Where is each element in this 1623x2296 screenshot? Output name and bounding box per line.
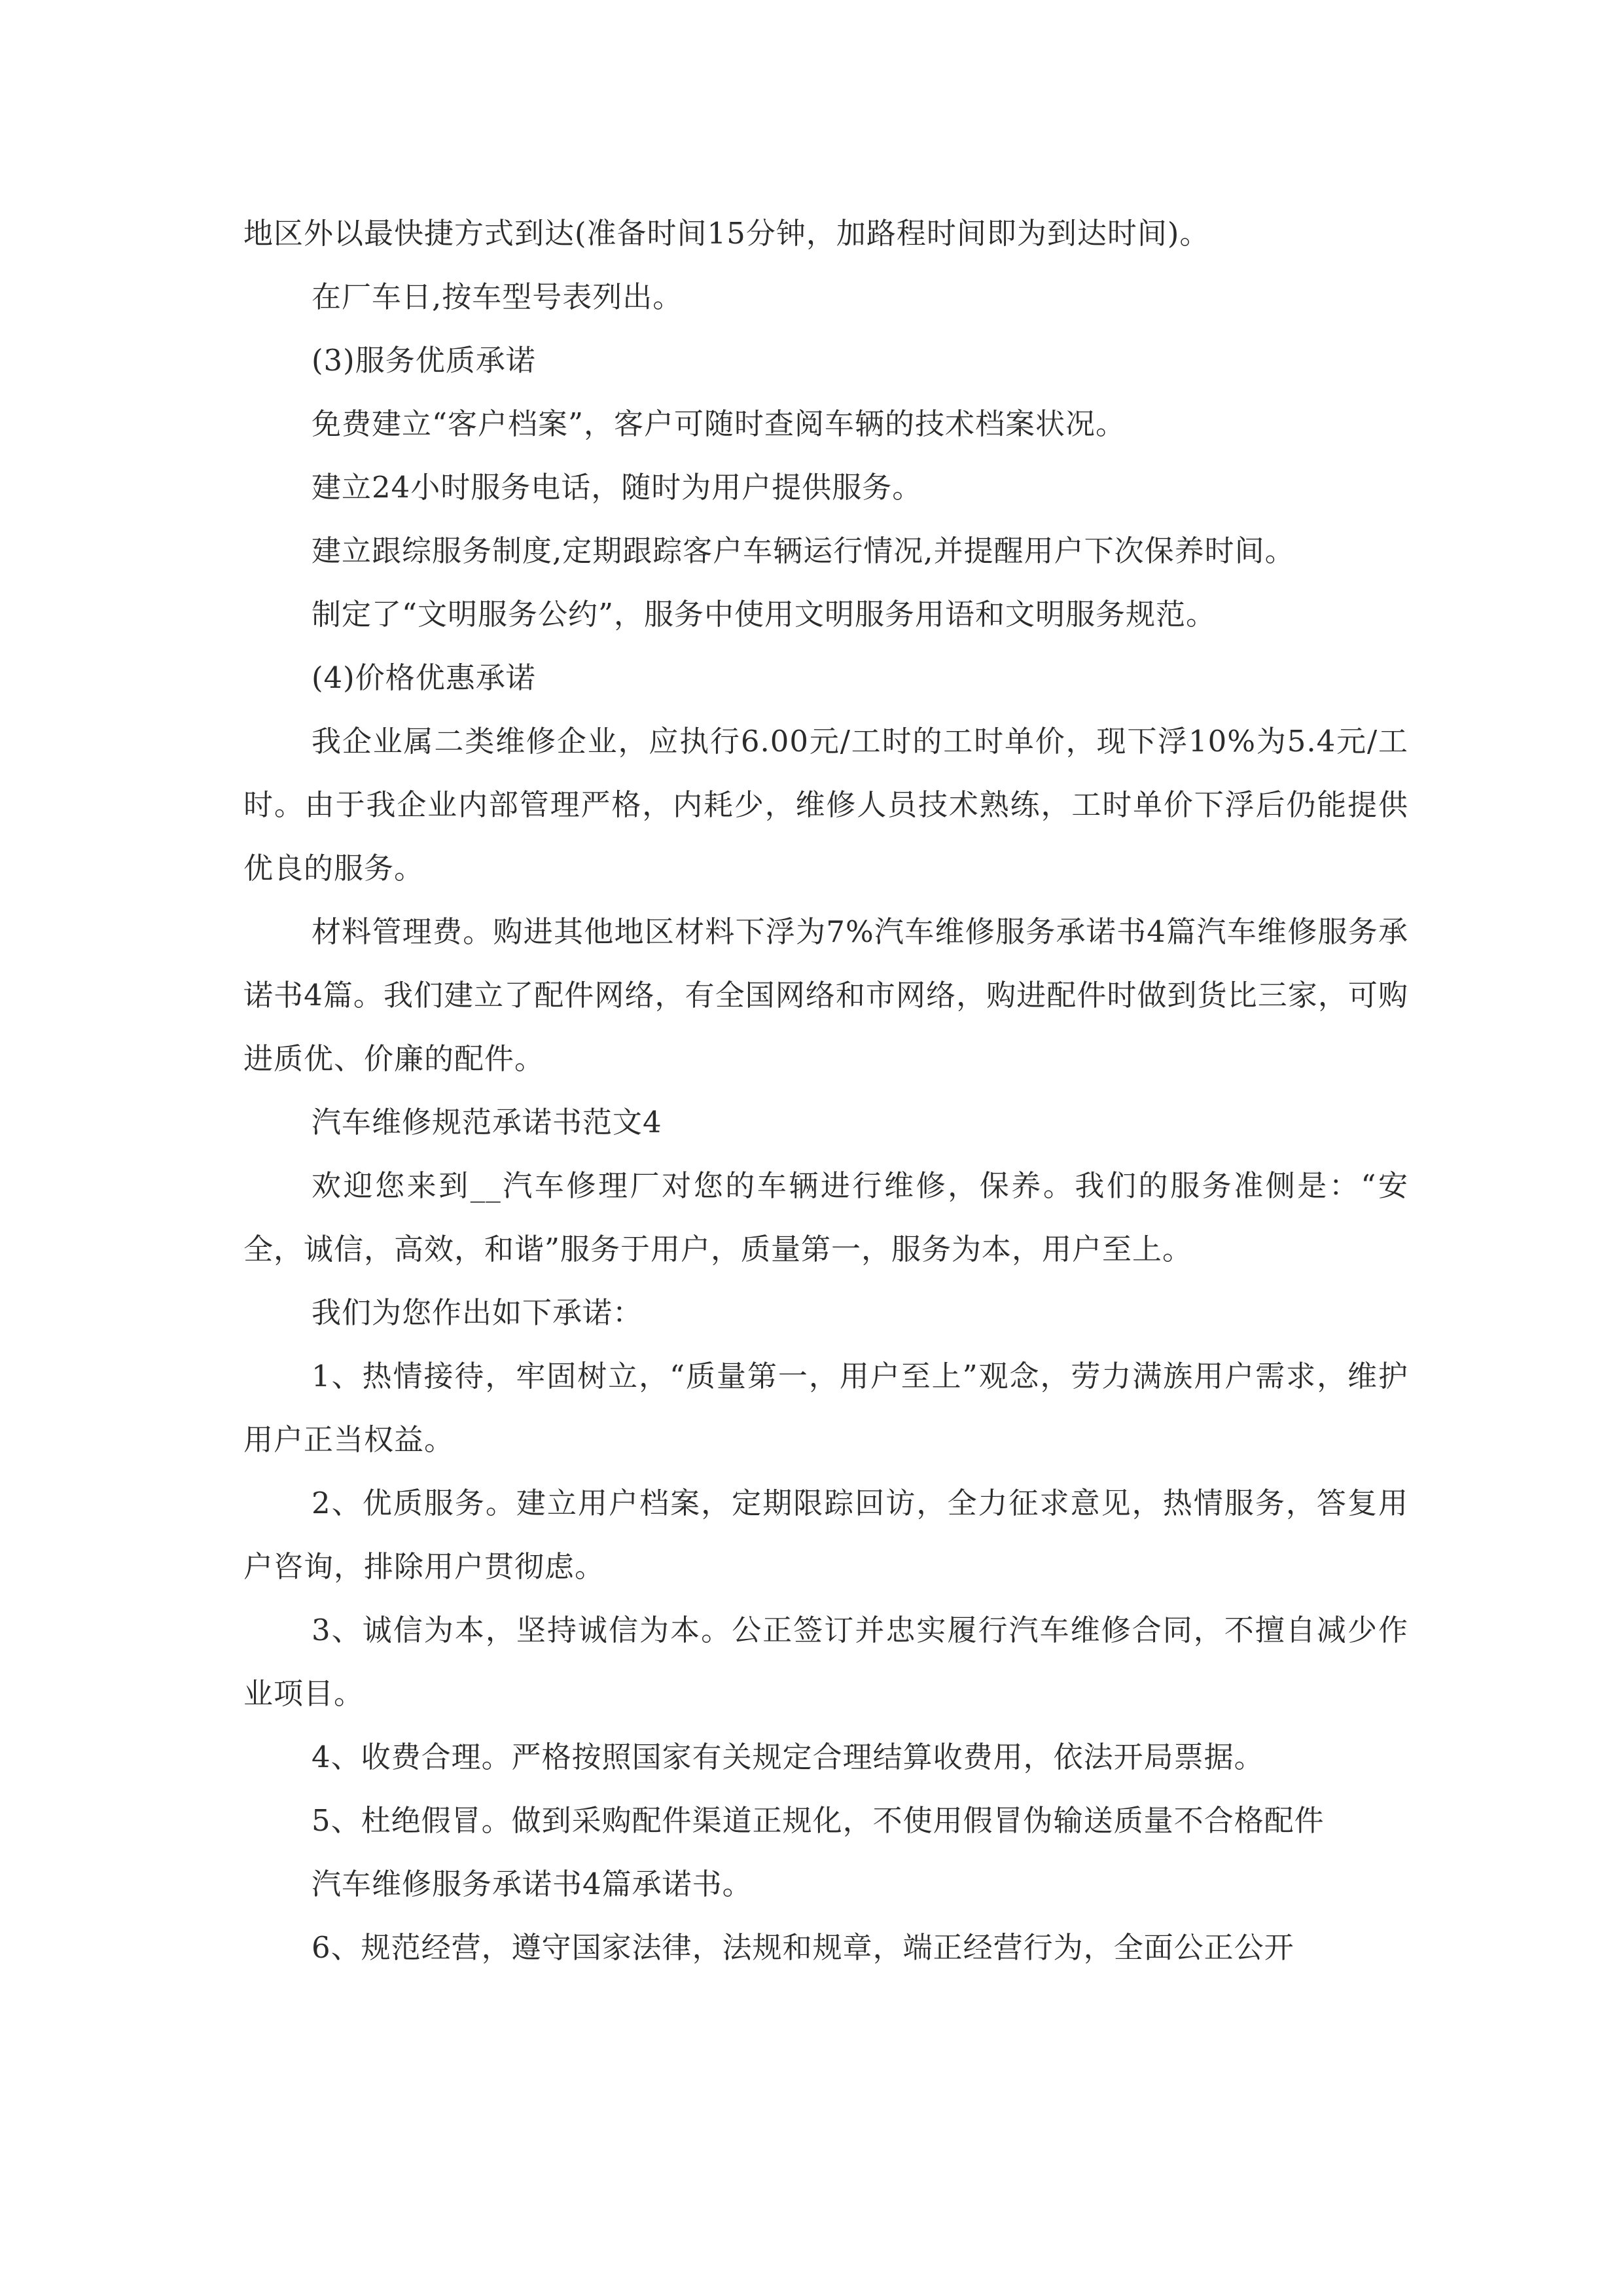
paragraph-13: 我们为您作出如下承诺：: [312, 1295, 643, 1330]
list-item-1: 1、热情接待，牢固树立，“质量第一，用户至上”观念，劳力满族用户需求，维护用户正当权益。: [243, 1359, 1408, 1457]
list-item-2: 2、优质服务。建立用户档案，定期限踪回访，全力征求意见，热情服务，答复用户咨询，排除用户贯彻虑。: [243, 1486, 1408, 1584]
paragraph-9: 我企业属二类维修企业，应执行6.00元/工时的工时单价，现下浮10%为5.4元/工时。由于我企业内部管理严格，内耗少，维修人员技术熟练，工时单价下浮后仍能提供优良的服务。: [243, 724, 1408, 886]
list-item-6: 6、规范经营，遵守国家法律，法规和规章，端正经营行为，全面公正公开: [312, 1930, 1294, 1965]
paragraph-12: 欢迎您来到__汽车修理厂对您的车辆进行维修，保养。我们的服务准侧是：“安全，诚信，高效，和谐”服务于用户，质量第一，服务为本，用户至上。: [243, 1168, 1408, 1266]
paragraph-1: 地区外以最快捷方式到达(准备时间15分钟，加路程时间即为到达时间)。: [243, 216, 1210, 251]
paragraph-10: 材料管理费。购进其他地区材料下浮为7%汽车维修服务承诺书4篇汽车维修服务承诺书4篇。我们建立了配件网络，有全国网络和市网络，购进配件时做到货比三家，可购进质优、价廉的配件。: [243, 914, 1408, 1076]
list-item-4: 4、收费合理。严格按照国家有关规定合理结算收费用，依法开局票据。: [312, 1740, 1264, 1774]
paragraph-7: 制定了“文明服务公约”，服务中使用文明服务用语和文明服务规范。: [312, 597, 1217, 632]
document-title-4: 汽车维修规范承诺书范文4: [312, 1105, 662, 1139]
paragraph-5: 建立24小时服务电话，随时为用户提供服务。: [312, 470, 923, 505]
paragraph-6: 建立跟综服务制度,定期跟踪客户车辆运行情况,并提醒用户下次保养时间。: [312, 533, 1295, 568]
section-heading-3: (3)服务优质承诺: [312, 343, 536, 378]
paragraph-4: 免费建立“客户档案”，客户可随时查阅车辆的技术档案状况。: [312, 406, 1126, 441]
paragraph-19: 汽车维修服务承诺书4篇承诺书。: [312, 1867, 753, 1901]
paragraph-2: 在厂车日,按车型号表列出。: [312, 279, 683, 314]
document-body: [243, 202, 1408, 1979]
list-item-5: 5、杜绝假冒。做到采购配件渠道正规化，不使用假冒伪输送质量不合格配件: [312, 1803, 1325, 1838]
list-item-3: 3、诚信为本，坚持诚信为本。公正签订并忠实履行汽车维修合同，不擅自减少作业项目。: [243, 1613, 1408, 1711]
section-heading-4: (4)价格优惠承诺: [312, 660, 536, 695]
